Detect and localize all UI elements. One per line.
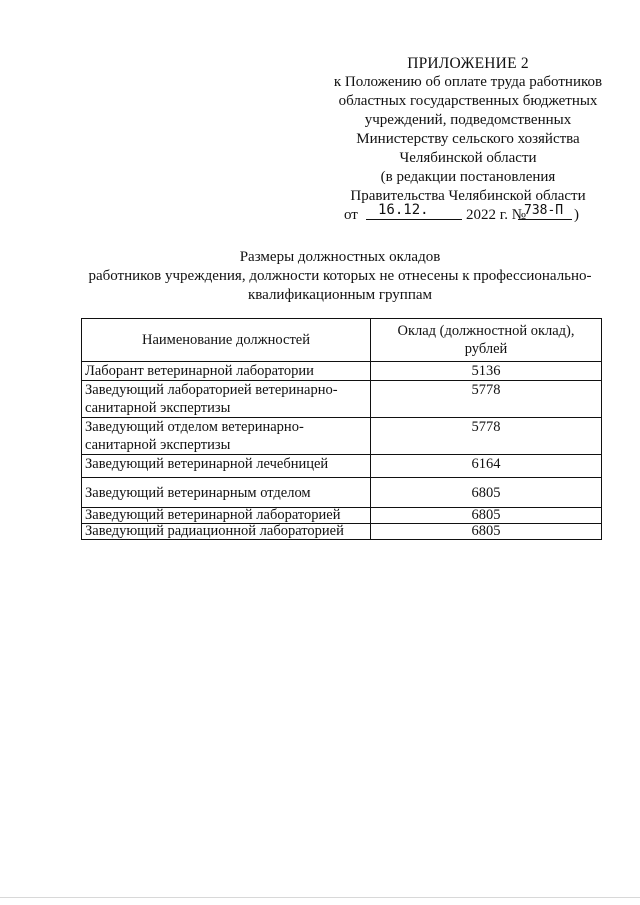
position-name-cell <box>82 455 371 478</box>
table-caption <box>60 248 620 305</box>
scan-edge-line <box>0 897 640 898</box>
table-row <box>82 524 602 540</box>
date-blank <box>366 201 462 220</box>
caption-line: Размеры должностных окладов <box>239 249 441 265</box>
close-paren: ) <box>574 207 579 223</box>
appendix-line: учреждений, подведомственных <box>364 112 572 128</box>
appendix-heading <box>318 54 618 225</box>
table-row <box>82 478 602 508</box>
appendix-line: Министерству сельского хозяйства <box>356 131 580 147</box>
table-row <box>82 508 602 524</box>
appendix-line: к Положению об оплате труда работников <box>333 74 603 90</box>
table-header-row <box>82 319 602 362</box>
date-prefix: от <box>344 207 358 223</box>
position-name-cell <box>82 381 371 418</box>
resolution-date-line <box>318 202 618 225</box>
resolution-number: 738-П <box>524 203 564 218</box>
position-name: Лаборант ветеринарной лаборатории <box>85 363 314 379</box>
position-name: Заведующий ветеринарной лечебницей <box>85 456 329 472</box>
number-blank <box>518 201 572 220</box>
appendix-title: ПРИЛОЖЕНИЕ 2 <box>407 55 529 72</box>
salary-cell: 6164 <box>371 455 602 478</box>
appendix-line: Челябинской области <box>399 150 537 166</box>
salary-cell: 6805 <box>371 524 602 540</box>
position-name: Заведующий ветеринарным отделом <box>85 484 311 501</box>
resolution-date: 16.12. <box>378 202 429 218</box>
table-row <box>82 418 602 455</box>
salary-cell: 6805 <box>371 478 602 508</box>
header-salary-line2: рублей <box>464 341 508 357</box>
header-salary <box>371 319 602 362</box>
header-position-name <box>82 319 371 362</box>
table-row <box>82 381 602 418</box>
salary-cell: 5778 <box>371 418 602 455</box>
salary-cell: 5136 <box>371 362 602 381</box>
position-name: Заведующий радиационной лабораторией <box>85 523 344 539</box>
position-name-cell <box>82 478 371 508</box>
resolution-year: 2022 г. № <box>466 207 527 223</box>
salary-table <box>81 318 602 540</box>
salary-cell: 5778 <box>371 381 602 418</box>
appendix-line: (в редакции постановления <box>380 169 556 185</box>
salary-cell: 6805 <box>371 508 602 524</box>
header-salary-line1: Оклад (должностной оклад), <box>397 323 575 339</box>
position-name-cont: санитарной экспертизы <box>85 400 231 416</box>
position-name-cell <box>82 508 371 524</box>
caption-line: работников учреждения, должности которых не отнесены к профессионально- <box>88 268 592 284</box>
header-position-label: Наименование должностей <box>142 332 310 348</box>
position-name: Заведующий ветеринарной лабораторией <box>85 507 341 523</box>
appendix-line: областных государственных бюджетных <box>338 93 598 109</box>
position-name-cont: санитарной экспертизы <box>85 437 231 453</box>
table-row <box>82 362 602 381</box>
table-row <box>82 455 602 478</box>
appendix-line: Правительства Челябинской области <box>350 188 586 204</box>
position-name: Заведующий лабораторией ветеринарно- <box>85 382 338 398</box>
position-name-cell <box>82 524 371 540</box>
caption-line: квалификационным группам <box>247 287 433 303</box>
position-name-cell <box>82 418 371 455</box>
position-name-cell <box>82 362 371 381</box>
position-name: Заведующий отделом ветеринарно- <box>85 419 304 435</box>
